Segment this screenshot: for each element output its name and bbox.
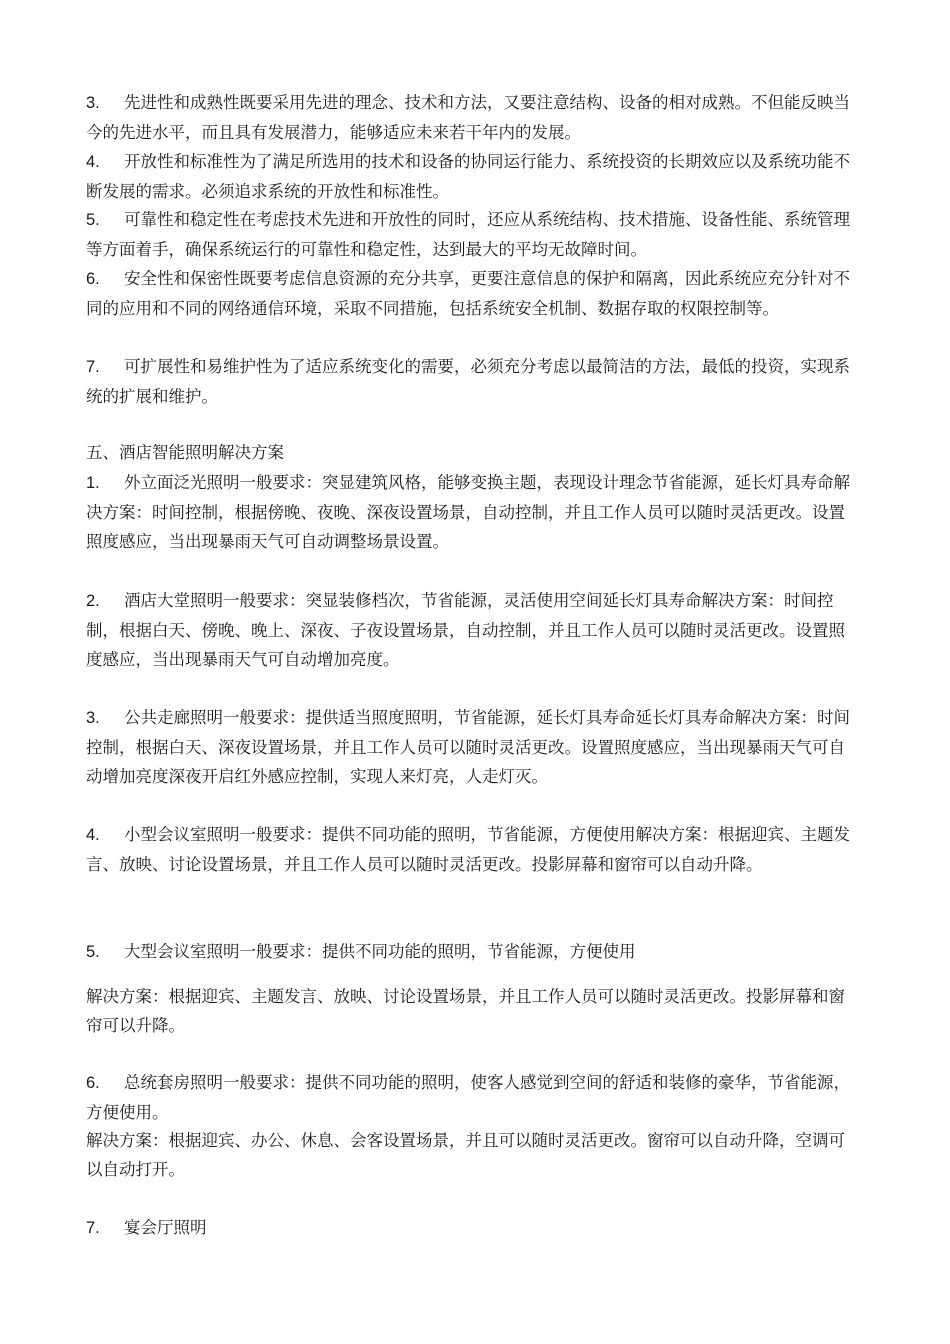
list-item: 4. 小型会议室照明一般要求：提供不同功能的照明，节省能源，方便使用解决方案：根据迎宾、主题发言、放映、讨论设置场景，并且工作人员可以随时灵活更改。投影屏幕和窗帘可以自动升降。 <box>86 825 850 874</box>
list-item: 6. 总统套房照明一般要求：提供不同功能的照明，使客人感觉到空间的舒适和装修的豪华，节省能源，方便使用。 <box>86 1073 850 1122</box>
paragraph: 解决方案：根据迎宾、办公、休息、会客设置场景，并且可以随时灵活更改。窗帘可以自动升降，空调可以自动打开。 <box>86 1131 845 1179</box>
list-item: 5. 大型会议室照明一般要求：提供不同功能的照明，节省能源，方便使用 <box>86 942 636 961</box>
list-item: 2. 酒店大堂照明一般要求：突显装修档次，节省能源，灵活使用空间延长灯具寿命解决方案：时间控制，根据白天、傍晚、晚上、深夜、子夜设置场景，自动控制，并且工作人员可以随时灵活更改。设置照度感应，当出现暴雨天气可自动增加亮度。 <box>86 591 845 669</box>
paragraph: 解决方案：根据迎宾、主题发言、放映、讨论设置场景，并且工作人员可以随时灵活更改。投影屏幕和窗帘可以升降。 <box>86 987 845 1035</box>
list-item: 1. 外立面泛光照明一般要求：突显建筑风格，能够变换主题，表现设计理念节省能源，延长灯具寿命解决方案：时间控制，根据傍晚、夜晚、深夜设置场景，自动控制，并且工作人员可以随时灵活更改。设置照度感应，当出现暴雨天气可自动调整场景设置。 <box>86 473 850 551</box>
list-item: 7. 宴会厅照明 <box>86 1218 207 1237</box>
list-item: 6. 安全性和保密性既要考虑信息资源的充分共享，更要注意信息的保护和隔离，因此系统应充分针对不同的应用和不同的网络通信环境，采取不同措施，包括系统安全机制、数据存取的权限控制等。 <box>86 269 850 318</box>
list-item: 5. 可靠性和稳定性在考虑技术先进和开放性的同时，还应从系统结构、技术措施、设备性能、系统管理等方面着手，确保系统运行的可靠性和稳定性，达到最大的平均无故障时间。 <box>86 210 850 259</box>
list-item: 3. 公共走廊照明一般要求：提供适当照度照明，节省能源，延长灯具寿命延长灯具寿命解决方案：时间控制，根据白天、深夜设置场景，并且工作人员可以随时灵活更改。设置照度感应，当出现暴雨天气可自动增加亮度深夜开启红外感应控制，实现人来灯亮，人走灯灭。 <box>86 708 850 786</box>
list-item: 4. 开放性和标准性为了满足所选用的技术和设备的协同运行能力、系统投资的长期效应以及系统功能不断发展的需求。必须追求系统的开放性和标准性。 <box>86 152 850 201</box>
section-heading: 五、酒店智能照明解决方案 <box>86 443 284 462</box>
list-item: 7. 可扩展性和易维护性为了适应系统变化的需要，必须充分考虑以最简洁的方法，最低的投资，实现系统的扩展和维护。 <box>86 357 850 406</box>
list-item: 3. 先进性和成熟性既要采用先进的理念、技术和方法，又要注意结构、设备的相对成熟。不但能反映当今的先进水平，而且具有发展潜力，能够适应未来若干年内的发展。 <box>86 93 850 142</box>
